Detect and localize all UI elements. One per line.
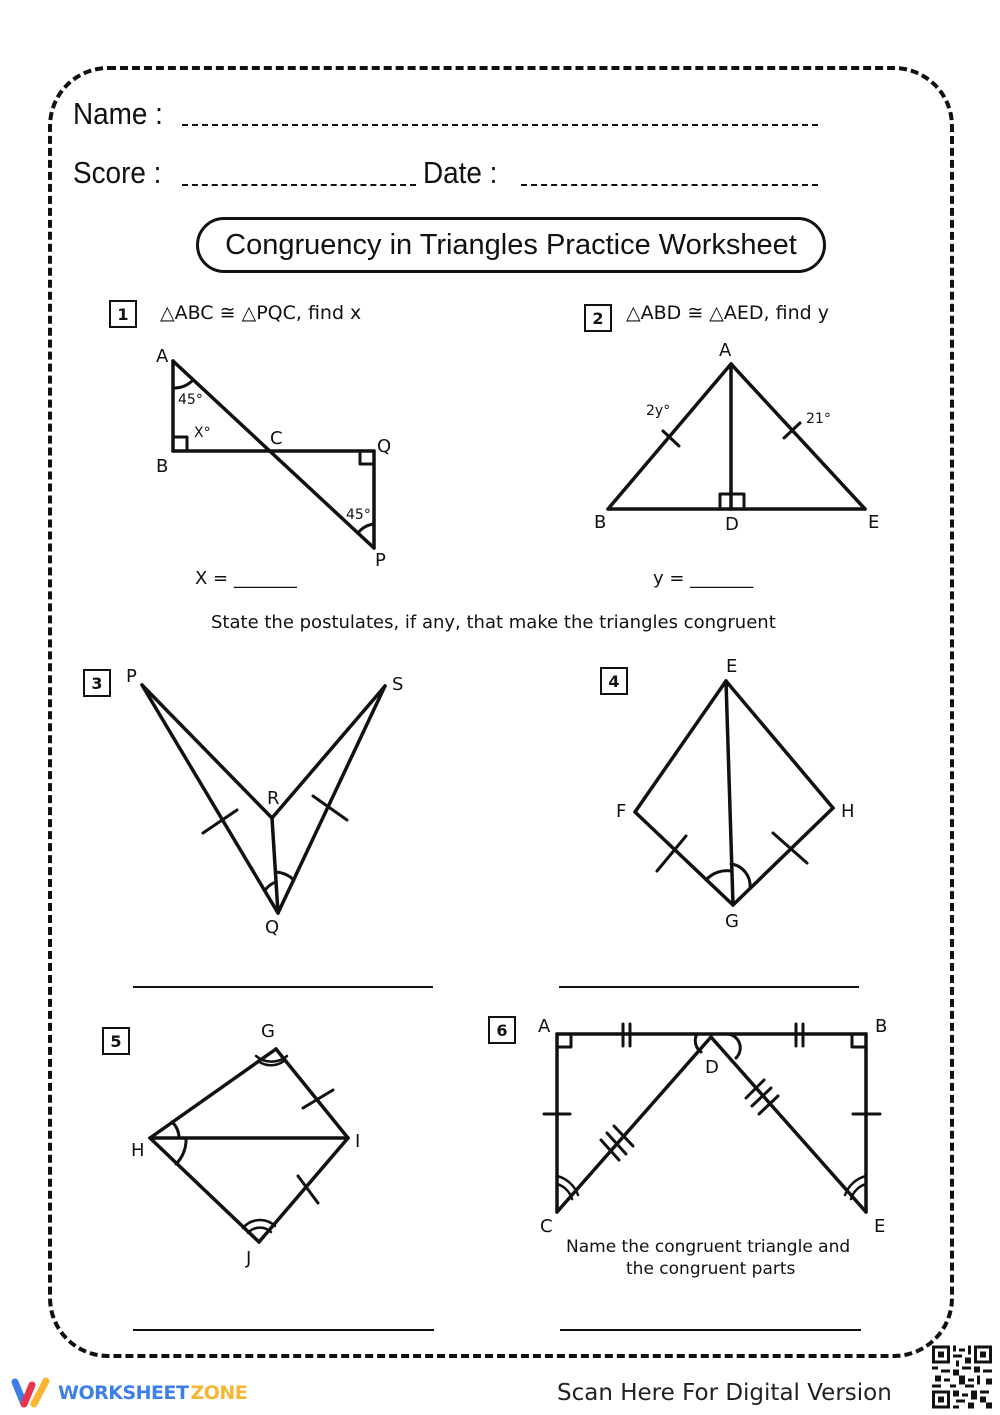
p2-label-a: A [719, 340, 732, 361]
p3-label-r: R [267, 788, 280, 809]
p6-label-c: C [540, 1216, 553, 1237]
p1-label-q: Q [377, 436, 392, 457]
p6-instruction-line2: the congruent parts [626, 1259, 796, 1279]
p6-label-a: A [538, 1016, 551, 1037]
p3-label-p: P [126, 666, 137, 687]
p1-label-c: C [270, 428, 283, 449]
problem-2-prompt: △ABD ≅ △AED, find y [626, 302, 829, 324]
p4-label-h: H [841, 801, 855, 822]
p6-answer-line[interactable] [560, 1329, 861, 1331]
worksheet-title-text: Congruency in Triangles Practice Worksheet [225, 228, 797, 261]
p2-answer[interactable]: y = _______ [653, 568, 754, 589]
p1-angle-x: X° [194, 425, 211, 441]
p2-label-b: B [594, 512, 607, 533]
p3-label-q: Q [265, 917, 280, 938]
problem-2-number: 2 [584, 304, 612, 332]
p5-answer-line[interactable] [133, 1329, 434, 1331]
brand-logo[interactable] [10, 1376, 247, 1410]
p4-label-f: F [616, 801, 627, 822]
p5-label-g: G [261, 1021, 275, 1042]
p6-label-e: E [874, 1216, 886, 1237]
figure-2 [608, 364, 865, 509]
figure-3 [142, 685, 385, 913]
p2-label-e: E [868, 512, 880, 533]
p5-label-i: I [355, 1131, 361, 1152]
section-instruction: State the postulates, if any, that make the triangles congruent [211, 612, 776, 633]
scan-instruction: Scan Here For Digital Version [557, 1380, 892, 1406]
figure-5 [150, 1049, 348, 1242]
p6-instruction-line1: Name the congruent triangle and [566, 1237, 851, 1257]
p2-angle-right: 21° [806, 411, 831, 427]
name-label: Name : [73, 96, 163, 131]
problem-1-prompt: △ABC ≅ △PQC, find x [160, 302, 362, 324]
brand-w-icon [10, 1376, 52, 1410]
problem-1-number: 1 [109, 300, 137, 328]
p2-label-d: D [725, 514, 739, 535]
figure-4 [635, 681, 833, 905]
p4-answer-line[interactable] [559, 986, 859, 988]
p3-label-s: S [392, 674, 404, 695]
problem-5-number: 5 [102, 1027, 130, 1055]
p5-label-j: J [246, 1248, 252, 1269]
brand-name-part2: ZONE [190, 1382, 248, 1404]
p4-label-g: G [725, 911, 739, 932]
figure-6 [544, 1024, 880, 1212]
p1-angle-p: 45° [346, 507, 371, 523]
p6-label-b: B [875, 1016, 888, 1037]
date-label: Date : [423, 155, 498, 190]
p5-label-h: H [131, 1140, 145, 1161]
p1-label-a: A [156, 346, 169, 367]
brand-name-part1: WORKSHEET [58, 1382, 189, 1404]
p2-angle-left: 2y° [646, 403, 671, 419]
score-label: Score : [73, 155, 162, 190]
p3-answer-line[interactable] [133, 986, 433, 988]
figure-1 [173, 361, 374, 548]
p4-label-e: E [726, 656, 738, 677]
p1-answer[interactable]: X = _______ [195, 568, 297, 589]
p1-label-p: P [375, 550, 386, 571]
p6-label-d: D [705, 1057, 719, 1078]
problem-6-number: 6 [488, 1016, 516, 1044]
p1-label-b: B [156, 456, 169, 477]
problem-3-number: 3 [83, 669, 111, 697]
qr-code-icon[interactable] [932, 1345, 992, 1409]
problem-4-number: 4 [600, 667, 628, 695]
p1-angle-a: 45° [178, 392, 203, 408]
